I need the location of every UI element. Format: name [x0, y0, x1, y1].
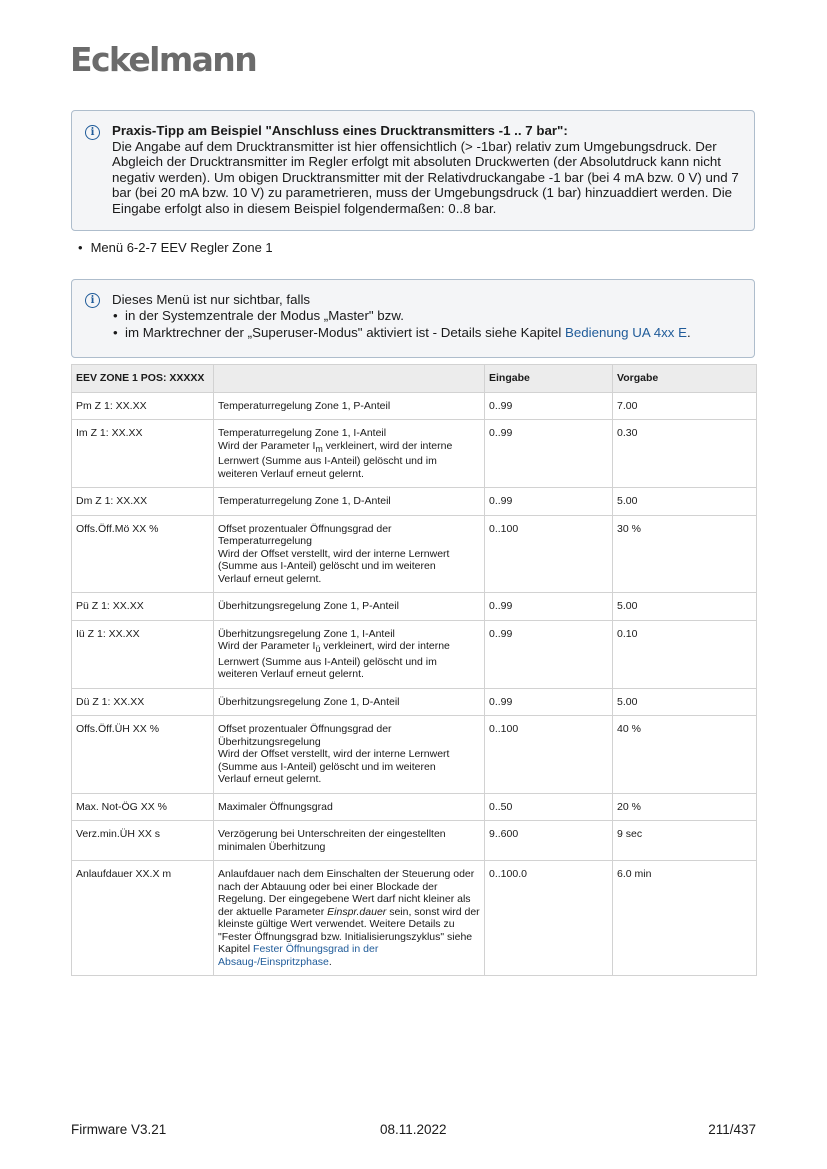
description-line: (Summe aus I-Anteil) gelöscht und im weiteren [218, 560, 436, 573]
input-range-cell: 0..99 [485, 593, 613, 621]
condition-item-superuser [125, 325, 742, 342]
description-text: verkleinert, wird der interne [322, 439, 453, 452]
description-line: Verzögerung bei Unterschreiten der eingestellten [218, 828, 446, 841]
default-value-cell: 0.10 [613, 620, 757, 688]
table-row [72, 420, 757, 488]
param-cell: Iü Z 1: XX.XX [72, 620, 214, 688]
description-line [218, 640, 480, 656]
table-row [72, 620, 757, 688]
description-text: Wird der Parameter I [218, 439, 316, 452]
parameter-name: Einspr.dauer [327, 905, 387, 918]
param-cell: Pü Z 1: XX.XX [72, 593, 214, 621]
table-row [72, 515, 757, 593]
description-line: minimalen Überhitzung [218, 840, 326, 853]
description-line: Überhitzungsregelung Zone 1, P-Anteil [218, 600, 399, 613]
table-body [72, 392, 757, 976]
header-input: Eingabe [485, 365, 613, 393]
default-value-cell: 7.00 [613, 392, 757, 420]
param-cell: Dü Z 1: XX.XX [72, 688, 214, 716]
default-value-cell: 0.30 [613, 420, 757, 488]
footer-page-number: 211/437 [708, 1122, 756, 1137]
description-line: Wird der Offset verstellt, wird der interne Lernwert [218, 547, 450, 560]
eckelmann-logo: Eckelmann [70, 40, 257, 79]
header-description [214, 365, 485, 393]
description-line: weiteren Verlauf erneut gelernt. [218, 668, 364, 681]
default-value-cell: 20 % [613, 793, 757, 821]
description-cell [214, 620, 485, 688]
description-text: . [328, 955, 332, 968]
practice-tip-note [71, 110, 755, 231]
param-cell: Pm Z 1: XX.XX [72, 392, 214, 420]
description-cell [214, 515, 485, 593]
default-value-cell: 30 % [613, 515, 757, 593]
description-text: verkleinert, wird der interne [320, 640, 450, 653]
description-line: Verlauf erneut gelernt. [218, 572, 322, 585]
description-cell [214, 821, 485, 861]
condition-suffix: . [686, 324, 691, 340]
input-range-cell: 0..100.0 [485, 861, 613, 976]
menu-item-text: Menü 6-2-7 EEV Regler Zone 1 [90, 240, 273, 255]
input-range-cell: 0..99 [485, 420, 613, 488]
description-line: Offset prozentualer Öffnungsgrad der [218, 723, 392, 736]
footer-date: 08.11.2022 [380, 1122, 447, 1137]
description-line [218, 440, 480, 456]
parameter-index: m [315, 443, 323, 454]
description-line: Lernwert (Summe aus I-Anteil) gelöscht und im [218, 455, 437, 468]
condition-list [112, 308, 742, 341]
header-default: Vorgabe [613, 365, 757, 393]
header-parameter: EEV ZONE 1 POS: XXXXX [72, 365, 214, 393]
description-text: Wird der Parameter I [218, 640, 316, 653]
parameter-table [71, 364, 757, 976]
info-icon: i [85, 125, 100, 140]
chapter-link-fester-oeffnungsgrad[interactable]: Fester Öffnungsgrad in der Absaug-/Einspritzphase [218, 943, 379, 968]
table-row [72, 793, 757, 821]
description-line: Überhitzungsregelung [218, 735, 321, 748]
param-cell: Offs.Öff.Mö XX % [72, 515, 214, 593]
condition-item-master [125, 308, 742, 325]
description-line: Temperaturregelung Zone 1, P-Anteil [218, 399, 391, 412]
description-line: Verlauf erneut gelernt. [218, 773, 322, 786]
note-title: Praxis-Tipp am Beispiel "Anschluss eines Drucktransmitters -1 .. 7 bar": [112, 123, 568, 138]
default-value-cell: 5.00 [613, 488, 757, 516]
description-cell [214, 716, 485, 794]
note-intro: Dieses Menü ist nur sichtbar, falls [112, 292, 311, 307]
description-cell [214, 420, 485, 488]
chapter-link-bedienung[interactable]: Bedienung UA 4xx E [564, 324, 687, 340]
table-row [72, 688, 757, 716]
table-row [72, 821, 757, 861]
param-cell: Anlaufdauer XX.X m [72, 861, 214, 976]
info-icon: i [85, 293, 100, 308]
input-range-cell: 0..99 [485, 392, 613, 420]
input-range-cell: 0..100 [485, 515, 613, 593]
description-line: (Summe aus I-Anteil) gelöscht und im weiteren [218, 760, 436, 773]
description-line: Temperaturregelung Zone 1, I-Anteil [218, 427, 387, 439]
param-cell: Offs.Öff.ÜH XX % [72, 716, 214, 794]
table-row [72, 593, 757, 621]
param-cell: Im Z 1: XX.XX [72, 420, 214, 488]
parameter-index: ü [315, 644, 321, 655]
description-cell [214, 392, 485, 420]
default-value-cell: 5.00 [613, 593, 757, 621]
description-line: Temperaturregelung Zone 1, D-Anteil [218, 495, 391, 508]
description-text: Anlaufdauer nach dem Einschalten der Steuerung oder nach der Abtauung oder bei einer Blockade der Regelung. Der eingegebene Wert darf nicht kleiner als der aktuelle Parameter [218, 868, 475, 918]
param-cell: Dm Z 1: XX.XX [72, 488, 214, 516]
input-range-cell: 0..99 [485, 488, 613, 516]
description-line: Temperaturregelung [218, 535, 312, 548]
description-cell [214, 688, 485, 716]
description-cell [214, 793, 485, 821]
description-line: Überhitzungsregelung Zone 1, I-Anteil [218, 627, 395, 640]
description-cell [214, 488, 485, 516]
description-line: Lernwert (Summe aus I-Anteil) gelöscht und im [218, 655, 437, 668]
input-range-cell: 0..99 [485, 688, 613, 716]
description-line: Maximaler Öffnungsgrad [218, 800, 333, 813]
description-cell [214, 593, 485, 621]
description-line: weiteren Verlauf erneut gelernt. [218, 467, 364, 480]
description-cell [214, 861, 485, 976]
visibility-note [71, 279, 755, 358]
condition-text: im Marktrechner der „Superuser-Modus" aktiviert ist - Details siehe Kapitel [125, 324, 565, 340]
param-cell: Max. Not-ÖG XX % [72, 793, 214, 821]
table-row [72, 488, 757, 516]
table-header-row [72, 365, 757, 393]
default-value-cell: 5.00 [613, 688, 757, 716]
param-cell: Verz.min.ÜH XX s [72, 821, 214, 861]
default-value-cell: 9 sec [613, 821, 757, 861]
table-row [72, 861, 757, 976]
menu-item-label [78, 240, 273, 255]
input-range-cell: 9..600 [485, 821, 613, 861]
input-range-cell: 0..100 [485, 716, 613, 794]
table-row [72, 716, 757, 794]
default-value-cell: 40 % [613, 716, 757, 794]
note-body: Die Angabe auf dem Drucktransmitter ist hier offensichtlich (> -1bar) relativ zum Umgebungsdruck. Der Abgleich der Drucktransmitter im Regler erfolgt mit absoluten Druckwerten (der Absolutdruck kann nicht negativ werden). Um obigen Drucktransmitter mit der Relativdruckangabe -1 bar (bei 4 mA bzw. 0 V) und 7 bar (bei 20 mA bzw. 10 V) zu parametrieren, muss der Umgebungsdruck (1 bar) hinzuaddiert werden. Die Eingabe erfolgt also in diesem Beispiel folgendermaßen: 0..8 bar. [112, 138, 739, 216]
description-line: Überhitzungsregelung Zone 1, D-Anteil [218, 695, 400, 708]
input-range-cell: 0..99 [485, 620, 613, 688]
default-value-cell: 6.0 min [613, 861, 757, 976]
description-line: Offset prozentualer Öffnungsgrad der [218, 522, 392, 535]
condition-text: in der Systemzentrale der Modus „Master" bzw. [125, 308, 404, 323]
footer-firmware: Firmware V3.21 [71, 1122, 167, 1137]
input-range-cell: 0..50 [485, 793, 613, 821]
description-text: sein, sonst wird der kleinste gültige Wert verwendet. Weitere Details zu "Fester Öffnungsgrad bzw. Initialisierungszyklus" siehe Kapitel [218, 905, 480, 956]
table-row [72, 392, 757, 420]
description-line: Wird der Offset verstellt, wird der interne Lernwert [218, 748, 450, 761]
